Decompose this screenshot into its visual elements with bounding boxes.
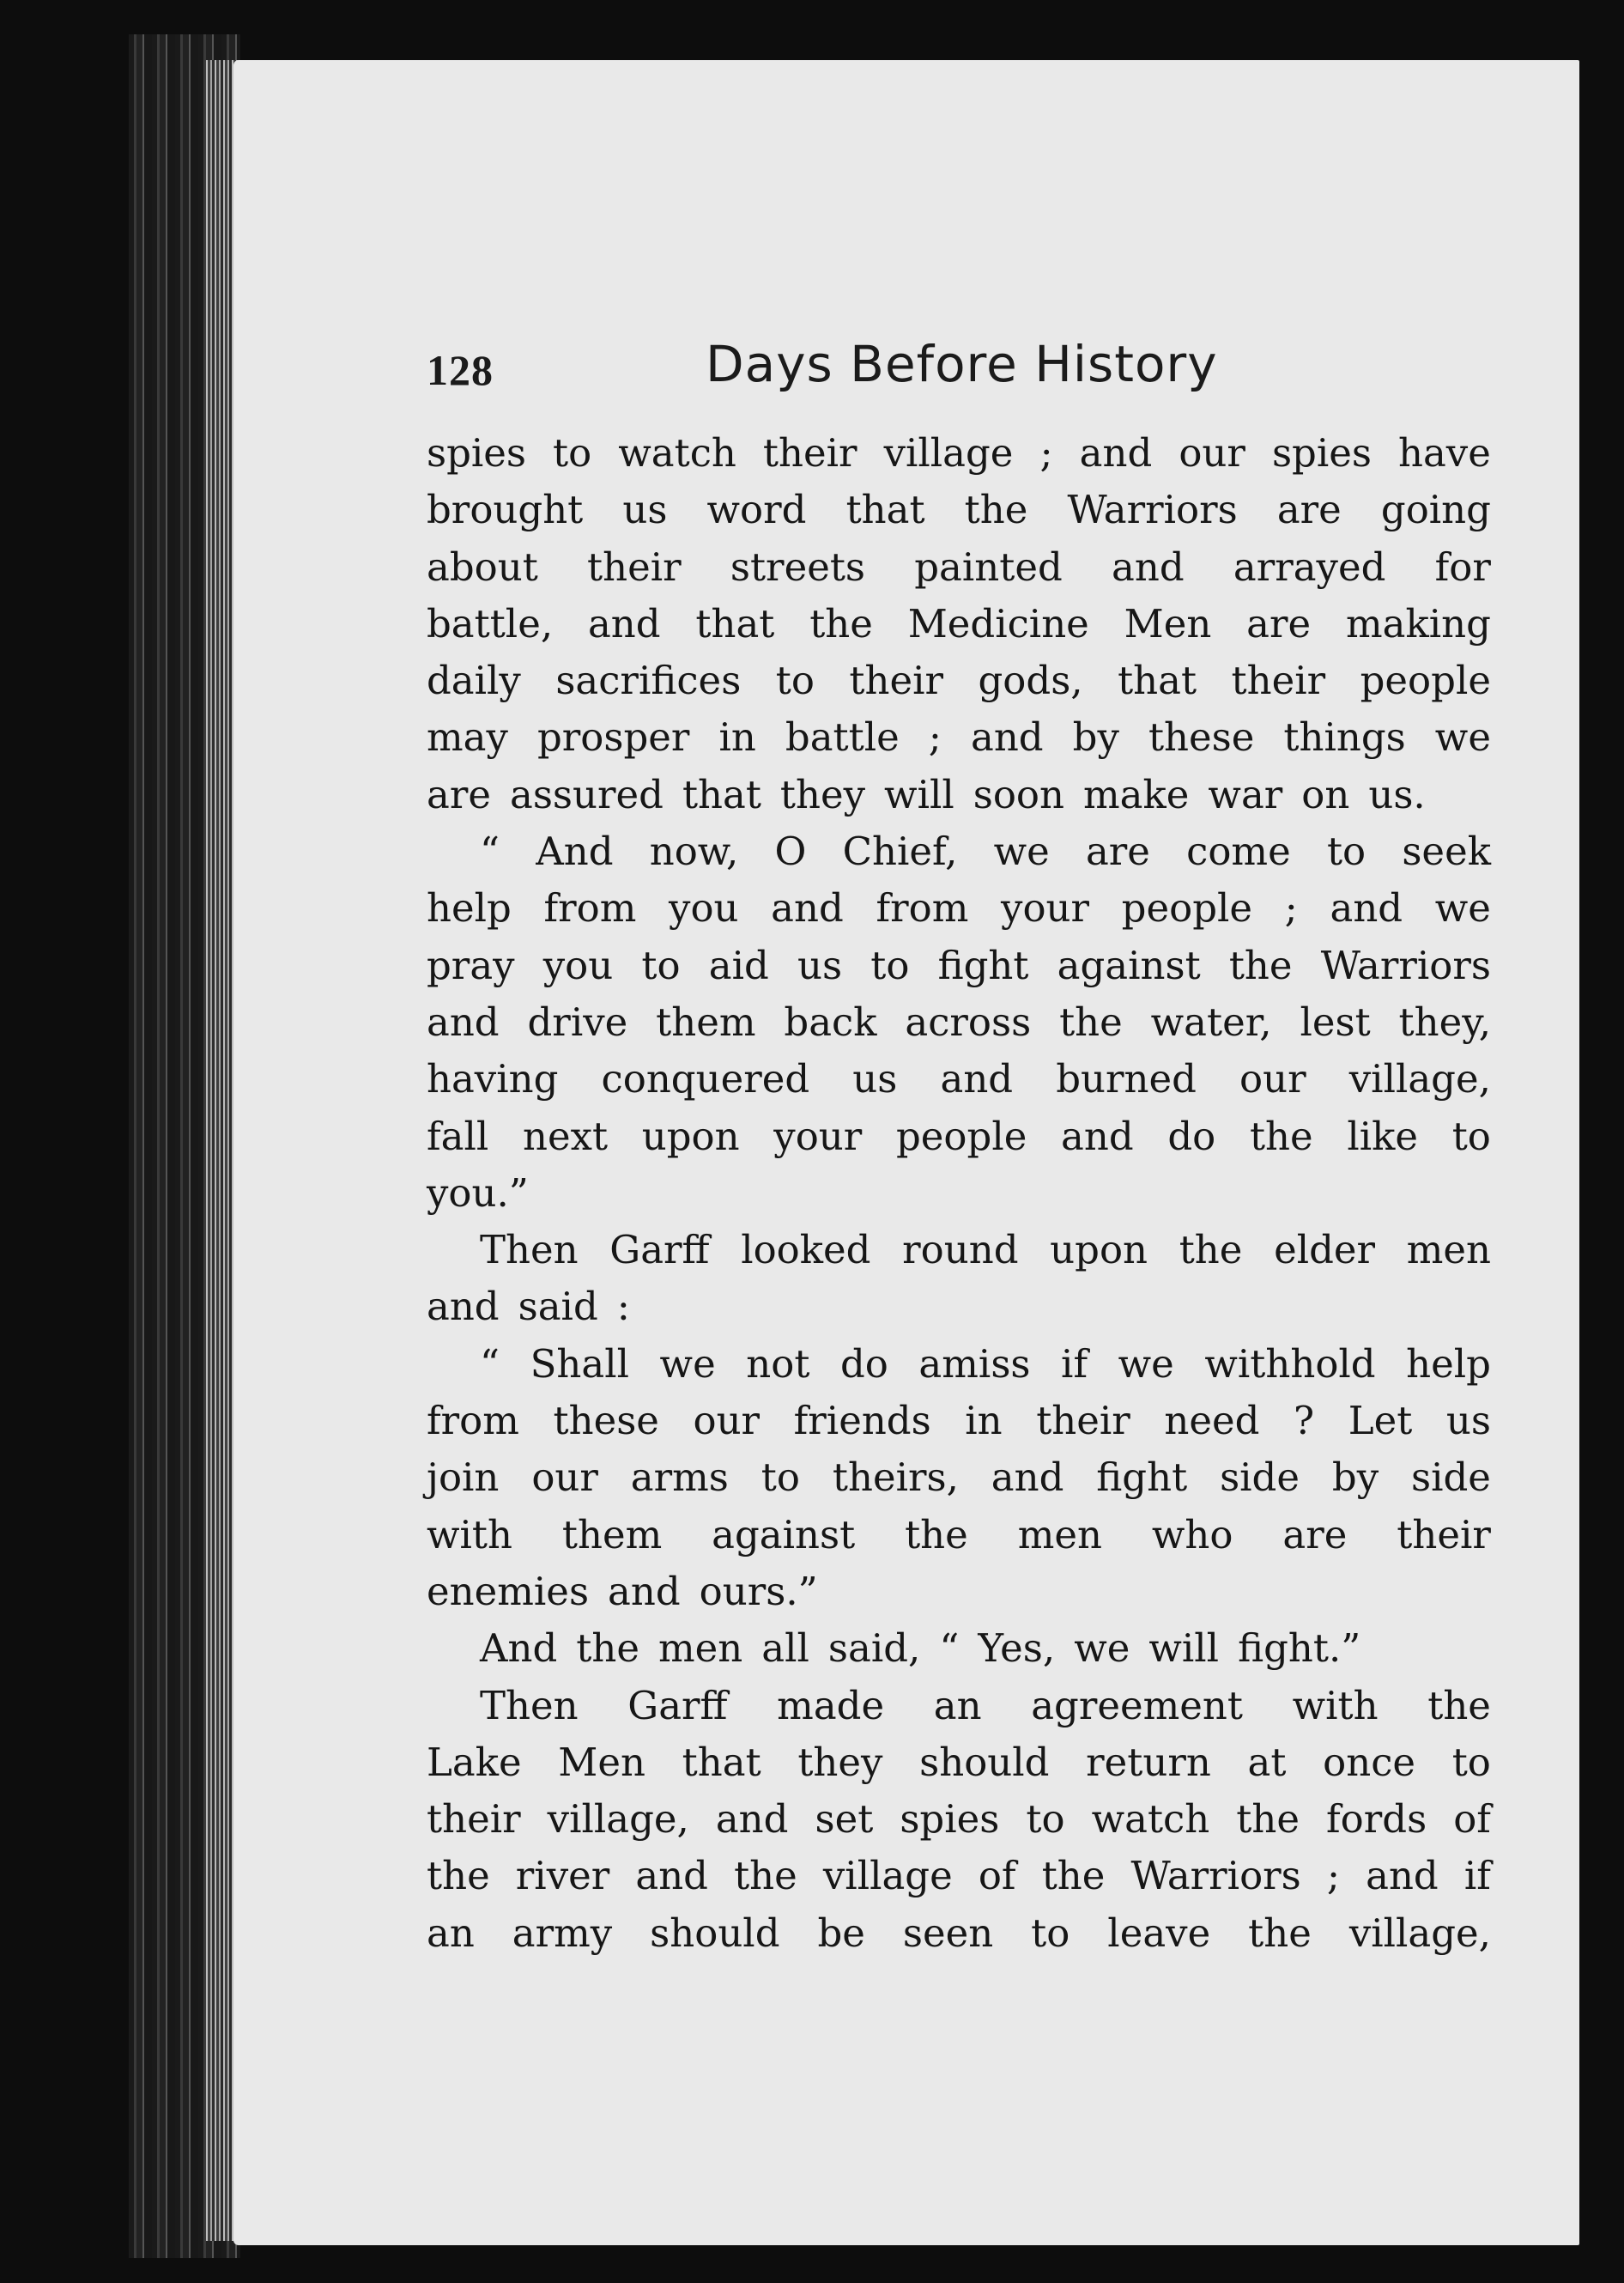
word: do bbox=[1167, 1113, 1216, 1159]
word: once bbox=[1323, 1739, 1416, 1785]
word: burned bbox=[1056, 1056, 1197, 1102]
text-line bbox=[427, 1734, 1491, 1791]
word: they bbox=[779, 771, 866, 817]
word: us bbox=[622, 487, 668, 533]
word: have bbox=[1398, 430, 1491, 476]
word: we bbox=[659, 1340, 716, 1387]
word: arms bbox=[630, 1454, 729, 1501]
word: arrayed bbox=[1233, 543, 1386, 590]
word: now, bbox=[649, 829, 739, 875]
word: us. bbox=[1368, 771, 1426, 817]
word: and bbox=[940, 1056, 1014, 1102]
word: their bbox=[1397, 1511, 1491, 1557]
word: the bbox=[809, 600, 873, 647]
word: the bbox=[1248, 1910, 1312, 1956]
word: the bbox=[1041, 1853, 1106, 1899]
word: we bbox=[1434, 714, 1491, 761]
word: to bbox=[870, 942, 910, 988]
word: fords bbox=[1326, 1796, 1427, 1843]
word: river bbox=[515, 1853, 610, 1899]
word: amiss bbox=[918, 1340, 1031, 1387]
word: that bbox=[682, 771, 761, 817]
word: men bbox=[658, 1625, 743, 1672]
running-head-title: Days Before History bbox=[706, 335, 1218, 393]
word: in bbox=[965, 1398, 1003, 1444]
word: ; bbox=[1039, 430, 1053, 476]
word: Yes, bbox=[978, 1625, 1056, 1672]
word: and bbox=[1061, 1113, 1134, 1159]
word: and bbox=[1366, 1853, 1439, 1899]
word: lest bbox=[1300, 999, 1371, 1045]
word: your bbox=[1001, 885, 1090, 932]
word: are bbox=[427, 771, 491, 817]
word: their bbox=[1036, 1398, 1130, 1444]
word: leave bbox=[1107, 1910, 1211, 1956]
word: O bbox=[774, 829, 807, 875]
word: the bbox=[1236, 1796, 1300, 1843]
word: Garff bbox=[609, 1227, 710, 1273]
word: ? bbox=[1294, 1398, 1315, 1444]
word: the bbox=[905, 1511, 968, 1557]
word: Medicine bbox=[907, 600, 1089, 647]
word: we bbox=[1118, 1340, 1174, 1387]
word: pray bbox=[427, 942, 515, 988]
word: looked bbox=[741, 1227, 871, 1273]
word: withhold bbox=[1204, 1340, 1376, 1387]
page-body-text bbox=[427, 425, 1491, 1962]
word: men bbox=[1406, 1227, 1491, 1273]
word: gods, bbox=[978, 658, 1083, 704]
word: daily bbox=[427, 658, 521, 704]
word: them bbox=[561, 1511, 663, 1557]
text-line bbox=[427, 938, 1491, 994]
word: we bbox=[1074, 1625, 1130, 1672]
text-line bbox=[427, 1222, 1491, 1278]
word: are bbox=[1276, 487, 1342, 533]
word: they, bbox=[1398, 999, 1491, 1045]
word: if bbox=[1463, 1853, 1491, 1899]
word: their bbox=[587, 543, 682, 590]
word: round bbox=[902, 1227, 1019, 1273]
word: soon bbox=[973, 771, 1065, 817]
word: and bbox=[427, 999, 500, 1045]
text-line bbox=[427, 994, 1491, 1051]
word: our bbox=[1239, 1056, 1306, 1102]
word: our bbox=[531, 1454, 598, 1501]
word: should bbox=[919, 1739, 1050, 1785]
text-line bbox=[427, 1165, 1491, 1222]
word: watch bbox=[618, 430, 736, 476]
word: that bbox=[845, 487, 925, 533]
word: from bbox=[427, 1398, 519, 1444]
word: their bbox=[849, 658, 944, 704]
word: assured bbox=[509, 771, 664, 817]
text-line bbox=[427, 1620, 1491, 1677]
word: theirs, bbox=[832, 1454, 959, 1501]
word: will bbox=[884, 771, 954, 817]
word: may bbox=[427, 714, 508, 761]
word: back bbox=[784, 999, 877, 1045]
word: Men bbox=[558, 1739, 645, 1785]
word: the bbox=[1427, 1682, 1491, 1728]
word: these bbox=[1148, 714, 1255, 761]
word: people bbox=[1360, 658, 1491, 704]
word: village, bbox=[547, 1796, 689, 1843]
word: village bbox=[883, 430, 1014, 476]
word: are bbox=[1246, 600, 1312, 647]
text-line bbox=[427, 482, 1491, 538]
word: do bbox=[839, 1340, 888, 1387]
word: across bbox=[905, 999, 1032, 1045]
word: against bbox=[712, 1511, 856, 1557]
word: are bbox=[1085, 829, 1150, 875]
word: in bbox=[718, 714, 756, 761]
word: us bbox=[797, 942, 843, 988]
word: fight bbox=[1096, 1454, 1188, 1501]
word: and bbox=[715, 1796, 789, 1843]
text-line bbox=[427, 1905, 1491, 1962]
word: friends bbox=[793, 1398, 931, 1444]
word: and bbox=[635, 1853, 708, 1899]
word: our bbox=[1179, 430, 1245, 476]
word: us bbox=[1445, 1398, 1491, 1444]
word: village bbox=[822, 1853, 953, 1899]
word: enemies bbox=[427, 1568, 590, 1614]
word: people bbox=[1121, 885, 1253, 932]
word: return bbox=[1086, 1739, 1211, 1785]
word: against bbox=[1057, 942, 1201, 988]
word: of bbox=[1453, 1796, 1491, 1843]
word: side bbox=[1220, 1454, 1300, 1501]
word: their bbox=[762, 430, 857, 476]
word: side bbox=[1411, 1454, 1491, 1501]
word: to bbox=[1451, 1739, 1491, 1785]
word: things bbox=[1283, 714, 1406, 761]
word: said bbox=[518, 1284, 598, 1330]
word: come bbox=[1186, 829, 1291, 875]
word: to bbox=[775, 658, 815, 704]
word: Men bbox=[1124, 600, 1212, 647]
word: our bbox=[693, 1398, 760, 1444]
word: to bbox=[1451, 1113, 1491, 1159]
word: and bbox=[427, 1284, 500, 1330]
word: Let bbox=[1348, 1398, 1413, 1444]
word: by bbox=[1072, 714, 1119, 761]
word: join bbox=[427, 1454, 500, 1501]
word: And bbox=[480, 1625, 558, 1672]
word: water, bbox=[1150, 999, 1272, 1045]
word: Shall bbox=[530, 1340, 629, 1387]
word: set bbox=[815, 1796, 874, 1843]
word: need bbox=[1164, 1398, 1260, 1444]
word: seen bbox=[902, 1910, 994, 1956]
word: men bbox=[1017, 1511, 1102, 1557]
word: the bbox=[964, 487, 1028, 533]
word: Chief, bbox=[842, 829, 958, 875]
word: people bbox=[896, 1113, 1027, 1159]
word: said, bbox=[827, 1625, 921, 1672]
word: elder bbox=[1274, 1227, 1376, 1273]
text-line bbox=[427, 425, 1491, 482]
word: prosper bbox=[536, 714, 690, 761]
word: “ bbox=[480, 829, 500, 875]
word: the bbox=[1059, 999, 1123, 1045]
word: you bbox=[669, 885, 739, 932]
word: make bbox=[1083, 771, 1190, 817]
word: and bbox=[970, 714, 1044, 761]
word: the bbox=[1249, 1113, 1313, 1159]
word: Then bbox=[480, 1227, 579, 1273]
word: army bbox=[512, 1910, 613, 1956]
word: watch bbox=[1091, 1796, 1210, 1843]
word: next bbox=[522, 1113, 609, 1159]
word: to bbox=[641, 942, 681, 988]
text-line bbox=[427, 1507, 1491, 1563]
word: Lake bbox=[427, 1739, 522, 1785]
word: and bbox=[587, 600, 661, 647]
word: all bbox=[761, 1625, 809, 1672]
text-line bbox=[427, 1563, 1491, 1620]
word: to bbox=[760, 1454, 800, 1501]
word: and bbox=[1330, 885, 1403, 932]
word: “ bbox=[939, 1625, 960, 1672]
word: battle, bbox=[427, 600, 554, 647]
word: making bbox=[1345, 600, 1491, 647]
word: battle bbox=[785, 714, 900, 761]
word: village, bbox=[1348, 1056, 1491, 1102]
text-line bbox=[427, 767, 1491, 823]
word: that bbox=[695, 600, 775, 647]
word: like bbox=[1347, 1113, 1419, 1159]
text-line bbox=[427, 709, 1491, 766]
word: spies bbox=[427, 430, 527, 476]
word: these bbox=[553, 1398, 659, 1444]
text-line bbox=[427, 539, 1491, 596]
word: “ bbox=[480, 1340, 500, 1387]
text-line bbox=[427, 1449, 1491, 1506]
page-header bbox=[427, 335, 1452, 412]
word: you.” bbox=[427, 1169, 529, 1216]
word: fight bbox=[937, 942, 1029, 988]
word: for bbox=[1434, 543, 1491, 590]
word: we bbox=[993, 829, 1050, 875]
word: about bbox=[427, 543, 538, 590]
word: And bbox=[536, 829, 614, 875]
word: war bbox=[1208, 771, 1283, 817]
word: with bbox=[427, 1511, 512, 1557]
text-line bbox=[427, 880, 1491, 937]
word: and bbox=[1079, 430, 1153, 476]
word: should bbox=[650, 1910, 780, 1956]
word: Warriors bbox=[1067, 487, 1238, 533]
word: the bbox=[576, 1625, 639, 1672]
word: on bbox=[1301, 771, 1350, 817]
word: not bbox=[746, 1340, 810, 1387]
text-line bbox=[427, 823, 1491, 880]
word: ; bbox=[928, 714, 942, 761]
word: at bbox=[1247, 1739, 1287, 1785]
word: going bbox=[1380, 487, 1491, 533]
word: they bbox=[797, 1739, 883, 1785]
text-line bbox=[427, 653, 1491, 709]
word: fight.” bbox=[1238, 1625, 1361, 1672]
text-line bbox=[427, 1678, 1491, 1734]
word: to bbox=[1326, 829, 1366, 875]
word: and bbox=[1112, 543, 1185, 590]
text-line bbox=[427, 596, 1491, 653]
word: from bbox=[876, 885, 969, 932]
text-line bbox=[427, 1108, 1491, 1165]
word: brought bbox=[427, 487, 584, 533]
text-line bbox=[427, 1278, 1491, 1335]
word: conquered bbox=[601, 1056, 810, 1102]
word: be bbox=[817, 1910, 865, 1956]
text-line bbox=[427, 1393, 1491, 1449]
word: we bbox=[1434, 885, 1491, 932]
text-line bbox=[427, 1848, 1491, 1904]
word: streets bbox=[730, 543, 866, 590]
word: word bbox=[706, 487, 807, 533]
text-line bbox=[427, 1791, 1491, 1848]
word: made bbox=[777, 1682, 885, 1728]
text-line bbox=[427, 1051, 1491, 1108]
word: an bbox=[933, 1682, 982, 1728]
word: from bbox=[543, 885, 637, 932]
word: painted bbox=[914, 543, 1063, 590]
word: aid bbox=[708, 942, 769, 988]
word: upon bbox=[641, 1113, 740, 1159]
word: the bbox=[1228, 942, 1293, 988]
word: will bbox=[1148, 1625, 1220, 1672]
word: and bbox=[991, 1454, 1064, 1501]
word: that bbox=[1118, 658, 1197, 704]
word: ours.” bbox=[699, 1568, 818, 1614]
word: upon bbox=[1050, 1227, 1148, 1273]
word: the bbox=[1179, 1227, 1243, 1273]
word: ; bbox=[1284, 885, 1298, 932]
word: you bbox=[542, 942, 614, 988]
word: Warriors bbox=[1320, 942, 1491, 988]
word: that bbox=[682, 1739, 761, 1785]
word: if bbox=[1061, 1340, 1088, 1387]
word: Garff bbox=[627, 1682, 728, 1728]
word: to bbox=[1031, 1910, 1070, 1956]
word: the bbox=[427, 1853, 490, 1899]
word: to bbox=[553, 430, 592, 476]
word: by bbox=[1331, 1454, 1379, 1501]
word: village, bbox=[1348, 1910, 1491, 1956]
word: fall bbox=[427, 1113, 489, 1159]
book-page bbox=[233, 60, 1579, 2245]
word: and bbox=[771, 885, 844, 932]
word: Then bbox=[480, 1682, 579, 1728]
word: them bbox=[656, 999, 756, 1045]
word: seek bbox=[1402, 829, 1491, 875]
word: with bbox=[1292, 1682, 1379, 1728]
word: help bbox=[1406, 1340, 1491, 1387]
word: agreement bbox=[1031, 1682, 1243, 1728]
word: an bbox=[427, 1910, 475, 1956]
word: having bbox=[427, 1056, 559, 1102]
word: their bbox=[1231, 658, 1326, 704]
word: and bbox=[608, 1568, 681, 1614]
word: are bbox=[1282, 1511, 1348, 1557]
word: help bbox=[427, 885, 512, 932]
word: Warriors bbox=[1130, 1853, 1301, 1899]
word: their bbox=[427, 1796, 521, 1843]
word: spies bbox=[1271, 430, 1372, 476]
word: the bbox=[734, 1853, 797, 1899]
word: ; bbox=[1326, 1853, 1341, 1899]
word: drive bbox=[527, 999, 628, 1045]
word: spies bbox=[900, 1796, 1000, 1843]
text-line bbox=[427, 1336, 1491, 1393]
word: who bbox=[1151, 1511, 1233, 1557]
word: sacrifices bbox=[555, 658, 742, 704]
page-number: 128 bbox=[427, 346, 494, 394]
word: of bbox=[978, 1853, 1016, 1899]
word: to bbox=[1026, 1796, 1065, 1843]
word: us bbox=[852, 1056, 898, 1102]
word: your bbox=[773, 1113, 863, 1159]
word: : bbox=[616, 1284, 630, 1330]
